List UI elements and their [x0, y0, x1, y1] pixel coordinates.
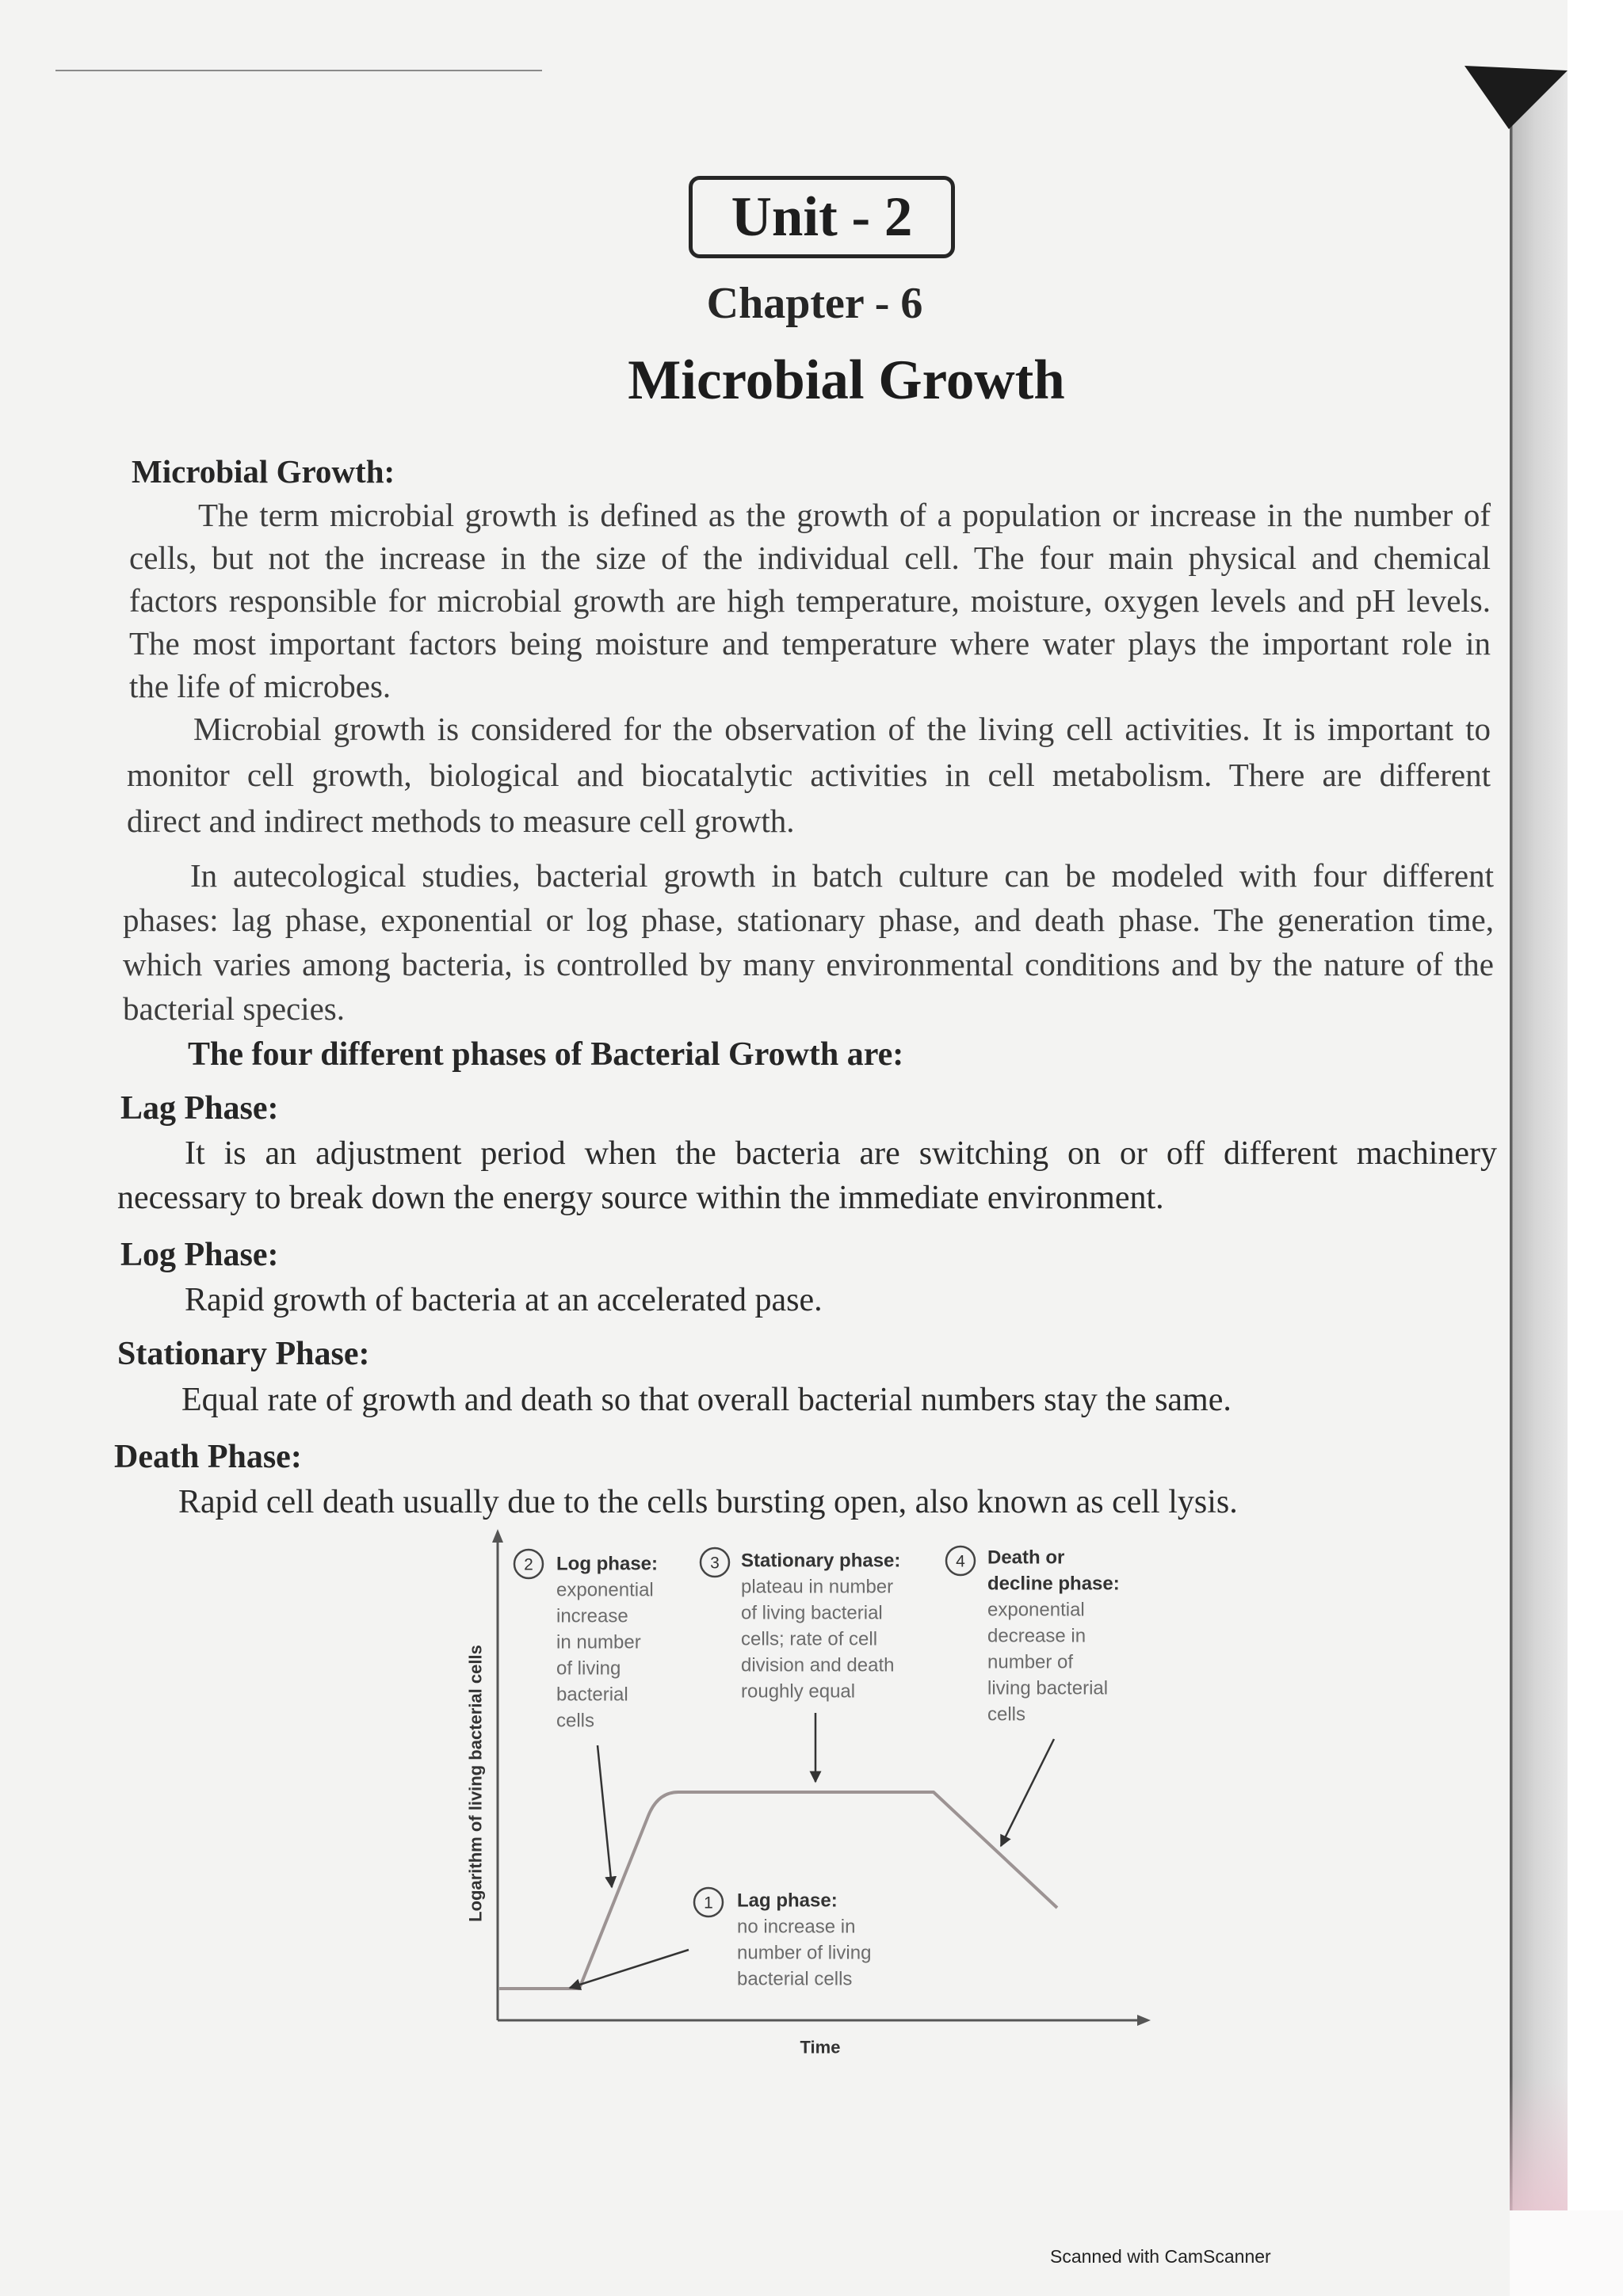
paragraph-line: The term microbial growth is defined as the growth of a population or increase in the number of [198, 497, 1491, 533]
log-phase-title-line: Log phase: [556, 1553, 659, 1575]
stationary-phase-title-line: Stationary phase: [741, 1550, 901, 1572]
stationary-phase-description-line: plateau in number [741, 1576, 894, 1598]
scan-corner [1510, 2210, 1623, 2296]
death-phase-title-line: decline phase: [987, 1573, 1120, 1595]
x-axis-arrowhead [1137, 2015, 1151, 2026]
chapter-label: Chapter - 6 [706, 279, 923, 328]
log-phase-heading: Log Phase: [120, 1237, 279, 1273]
paragraph-line: In autecological studies, bacterial growth in batch culture can be modeled with four different [190, 857, 1494, 894]
death-phase-description: Rapid cell death usually due to the cells bursting open, also known as cell lysis. [178, 1484, 1238, 1520]
log-phase-annotation [514, 1550, 658, 1732]
scan-top-rule [55, 70, 542, 71]
death-phase-description-line: living bacterial [987, 1677, 1109, 1699]
lag-phase-title-line: Lag phase: [737, 1890, 838, 1912]
lag-phase-number: 1 [704, 1894, 713, 1913]
death-phase-number: 4 [956, 1552, 965, 1571]
paragraph-line: Microbial growth is considered for the observation of the living cell activities. It is important to [193, 711, 1491, 747]
stationary-phase-annotation [701, 1548, 900, 1703]
y-axis-label: Logarithm of living bacterial cells [465, 1645, 486, 1922]
stationary-phase-description-line: of living bacterial [741, 1602, 883, 1624]
paragraph-line: It is an adjustment period when the bacteria are switching on or off different machinery [185, 1135, 1497, 1172]
paragraph-observation [127, 706, 1491, 844]
unit-label: Unit - 2 [731, 185, 913, 248]
death-phase-description-line: number of [987, 1651, 1074, 1673]
paragraph-line: monitor cell growth, biological and biocatalytic activities in cell metabolism. There are different [127, 757, 1491, 793]
unit-badge [689, 176, 955, 258]
stationary-phase-description-line: division and death [741, 1654, 895, 1676]
scan-margin [1568, 0, 1623, 2296]
lag-phase-description-line: no increase in [737, 1916, 856, 1938]
death-phase-annotation [946, 1547, 1120, 1726]
paragraph-line: direct and indirect methods to measure cell growth. [127, 803, 795, 839]
log-phase-number: 2 [524, 1555, 533, 1574]
death-phase-description-line: cells [987, 1703, 1026, 1726]
phases-intro-heading: The four different phases of Bacterial Growth are: [188, 1036, 904, 1073]
log-phase-description-line: cells [556, 1710, 595, 1732]
paragraph-line: The most important factors being moisture and temperature where water plays the important role in [129, 625, 1491, 662]
section-heading-microbial-growth: Microbial Growth: [132, 453, 395, 490]
log-phase-pointer [598, 1745, 612, 1887]
paragraph-batch-culture [123, 853, 1494, 1031]
x-axis-label: Time [800, 2037, 841, 2058]
lag-phase-description [117, 1131, 1497, 1220]
stationary-phase-description: Equal rate of growth and death so that overall bacterial numbers stay the same. [181, 1382, 1232, 1418]
death-phase-title-line: Death or [987, 1547, 1065, 1569]
paragraph-line: bacterial species. [123, 990, 346, 1027]
page-edge-shadow [1510, 71, 1568, 2210]
stationary-phase-number: 3 [710, 1554, 720, 1573]
log-phase-description-line: of living [556, 1657, 621, 1680]
death-phase-pointer [1001, 1739, 1054, 1846]
stationary-phase-description-line: cells; rate of cell [741, 1628, 878, 1650]
paragraph-line: factors responsible for microbial growth are high temperature, moisture, oxygen levels and pH levels. [129, 582, 1491, 619]
page-title: Microbial Growth [628, 349, 1065, 411]
log-phase-description-line: increase [556, 1605, 628, 1627]
lag-phase-heading: Lag Phase: [120, 1090, 279, 1127]
stationary-phase-description-line: roughly equal [741, 1680, 856, 1703]
log-phase-description-line: exponential [556, 1579, 654, 1601]
stationary-phase-heading: Stationary Phase: [117, 1336, 370, 1372]
page-corner-fold [0, 0, 1623, 158]
paragraph-line: which varies among bacteria, is controlled by many environmental conditions and by the nature of the [123, 946, 1494, 982]
bacterial-growth-curve-figure [444, 1505, 1189, 2076]
lag-phase-annotation [694, 1888, 871, 1990]
paragraph-definition [129, 494, 1491, 707]
log-phase-description-line: bacterial [556, 1684, 628, 1706]
paragraph-line: necessary to break down the energy source within the immediate environment. [117, 1180, 1164, 1216]
y-axis-arrowhead [492, 1529, 503, 1543]
lag-phase-description-line: bacterial cells [737, 1968, 853, 1990]
page-edge-tint [1510, 2076, 1568, 2210]
lag-phase-description-line: number of living [737, 1942, 872, 1964]
death-phase-description-line: decrease in [987, 1625, 1086, 1647]
scanner-watermark: Scanned with CamScanner [1050, 2246, 1271, 2267]
paragraph-line: phases: lag phase, exponential or log phase, stationary phase, and death phase. The generation time, [123, 902, 1494, 938]
paragraph-line: the life of microbes. [129, 668, 391, 704]
log-phase-description-line: in number [556, 1631, 641, 1653]
paragraph-line: cells, but not the increase in the size of the individual cell. The four main physical and chemical [129, 540, 1491, 576]
log-phase-description: Rapid growth of bacteria at an accelerated pase. [185, 1282, 823, 1318]
death-phase-heading: Death Phase: [114, 1439, 302, 1475]
death-phase-description-line: exponential [987, 1599, 1085, 1621]
